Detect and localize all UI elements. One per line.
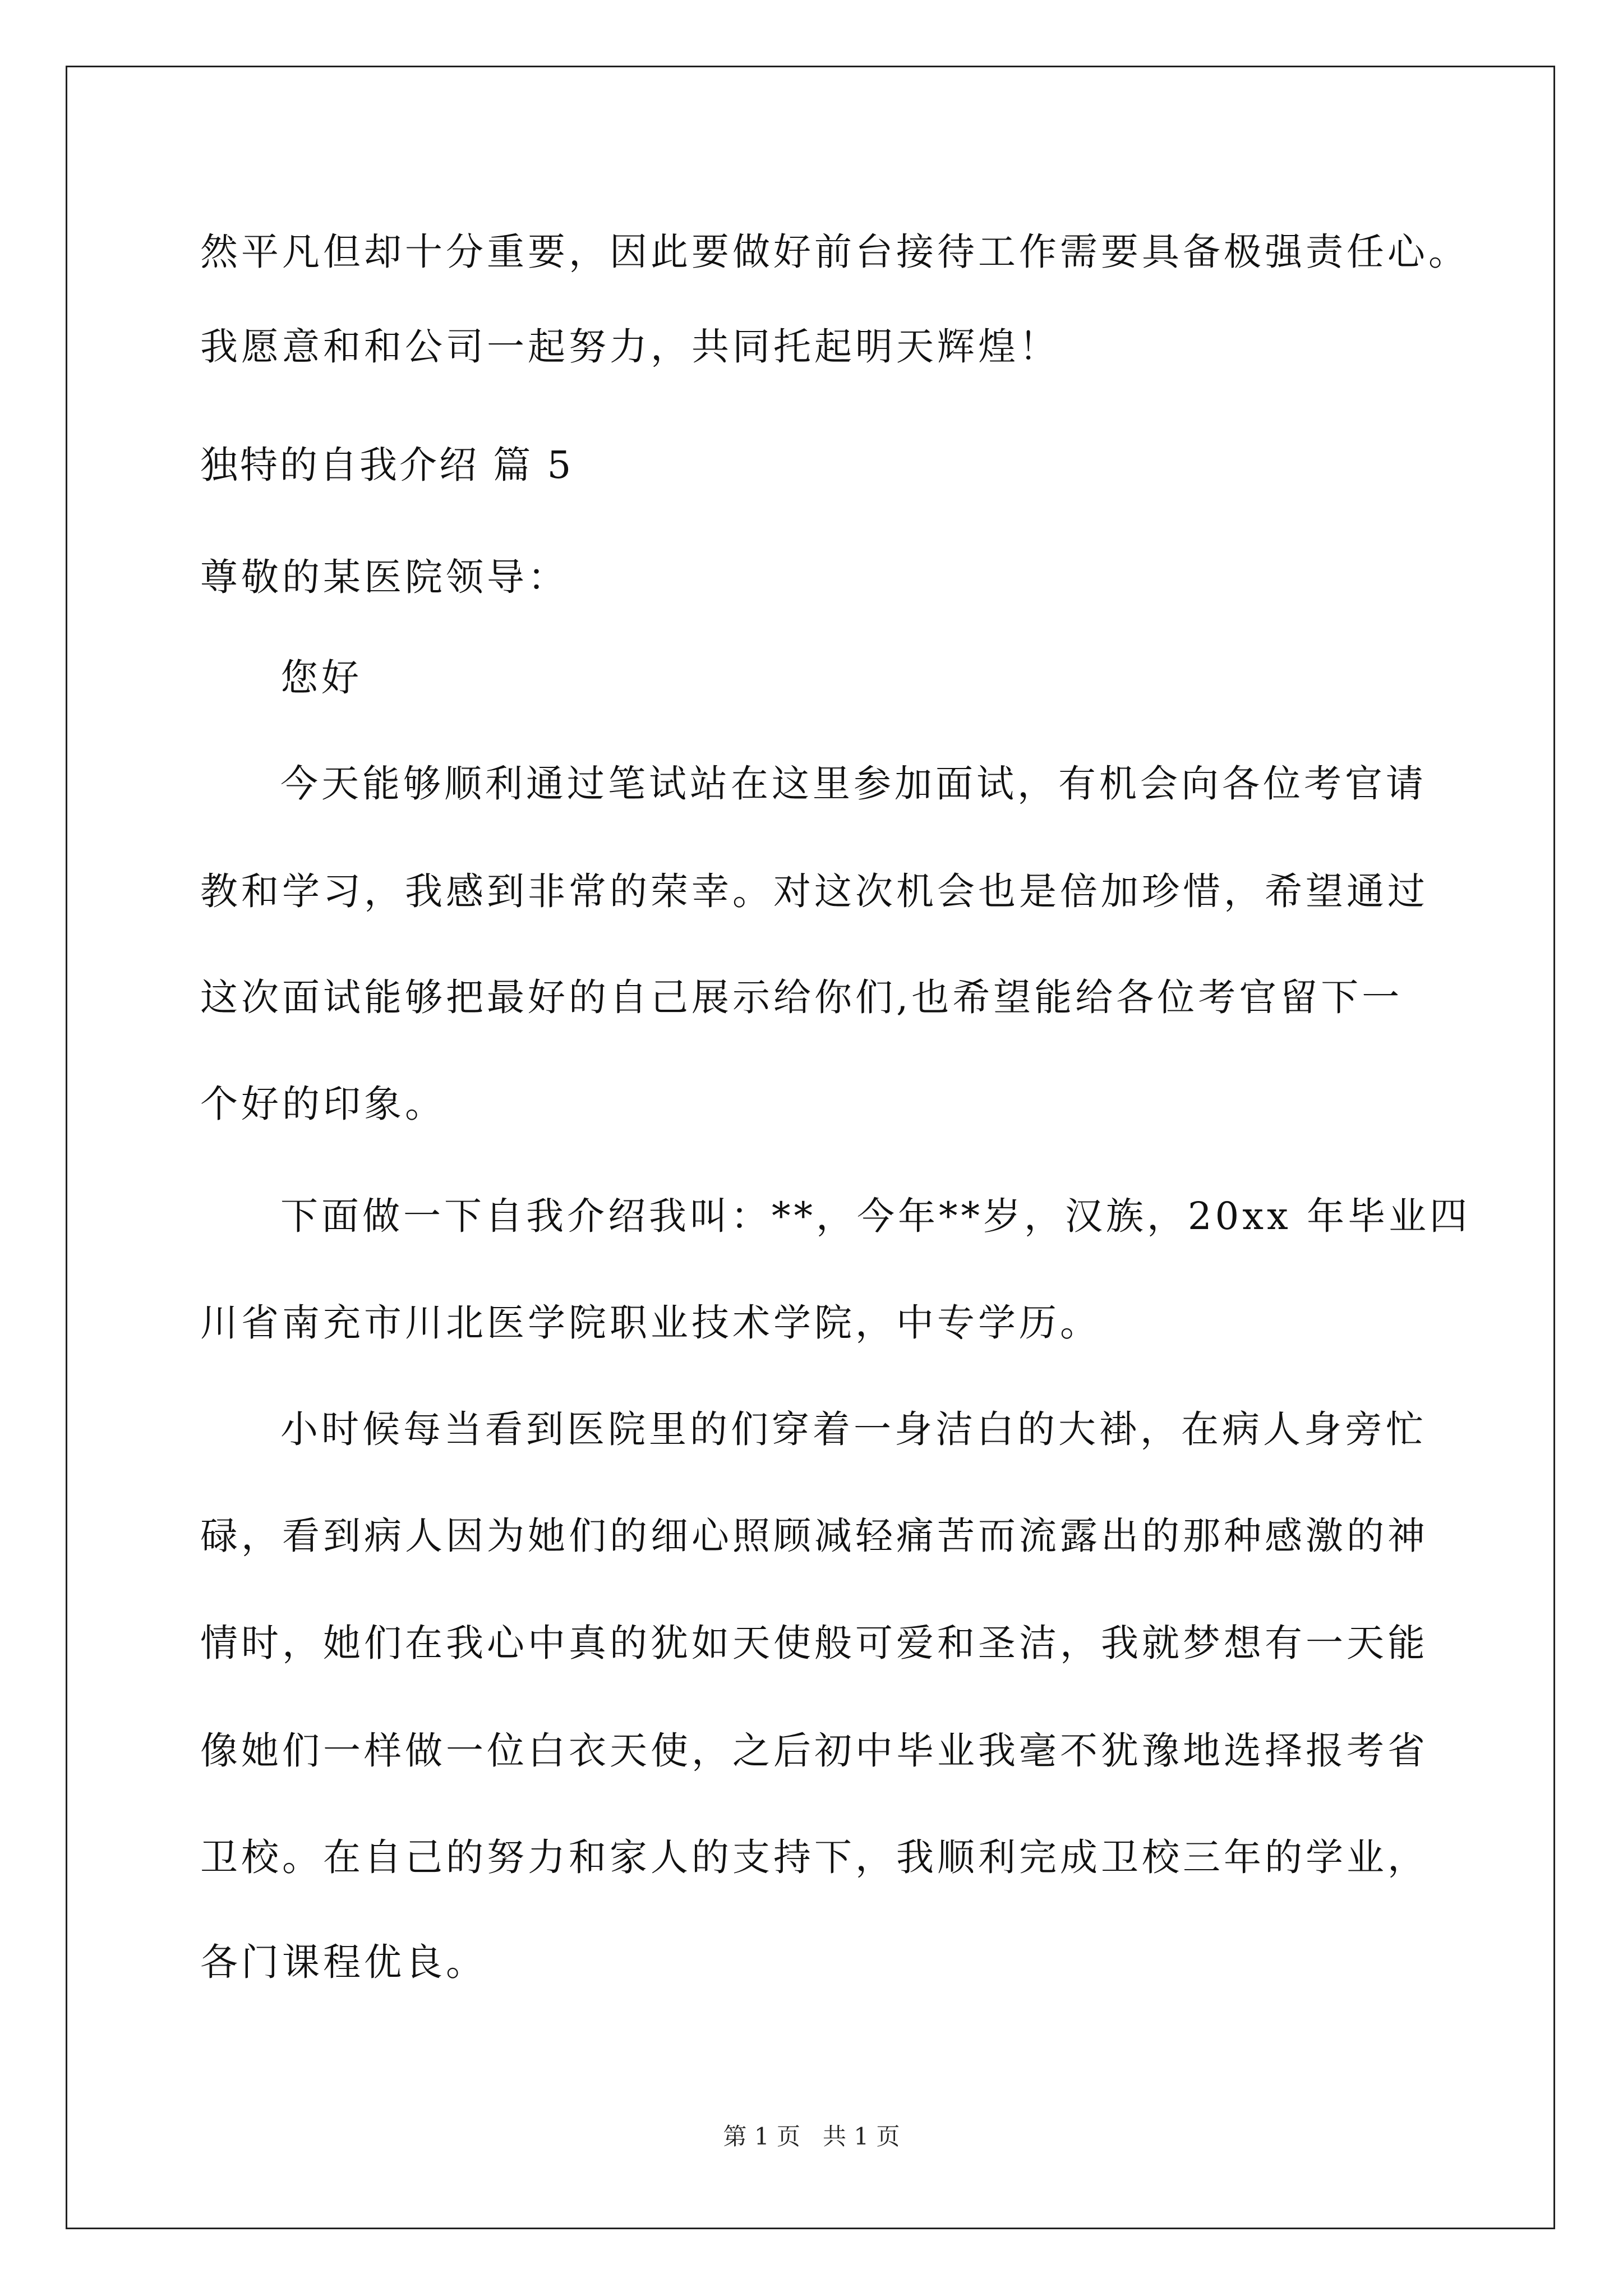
paragraph-line-3: 今天能够顺利通过笔试站在这里参加面试，有机会向各位考官请 (280, 762, 1427, 806)
paragraph-line-7: 下面做一下自我介绍我叫：**，今年**岁，汉族，20xx 年毕业四 (280, 1194, 1471, 1238)
paragraph-line-5: 这次面试能够把最好的自己展示给你们,也希望能给各位考官留下一 (200, 976, 1403, 1019)
paragraph-line-11: 情时，她们在我心中真的犹如天使般可爱和圣洁，我就梦想有一天能 (200, 1621, 1428, 1665)
page-border (66, 66, 1555, 2229)
page-footer: 第 1 页 共 1 页 (723, 2123, 900, 2150)
section-heading: 独特的自我介绍 篇 5 (200, 443, 574, 487)
paragraph-line-12: 像她们一样做一位白衣天使，之后初中毕业我毫不犹豫地选择报考省 (200, 1729, 1428, 1773)
paragraph-line-2: 我愿意和和公司一起努力，共同托起明天辉煌！ (200, 325, 1060, 369)
paragraph-line-9: 小时候每当看到医院里的们穿着一身洁白的大褂，在病人身旁忙 (280, 1407, 1427, 1451)
paragraph-line-10: 碌，看到病人因为她们的细心照顾减轻痛苦而流露出的那种感激的神 (200, 1514, 1428, 1558)
salutation: 尊敬的某医院领导： (200, 555, 569, 599)
paragraph-line-13: 卫校。在自己的努力和家人的支持下，我顺利完成卫校三年的学业， (200, 1835, 1428, 1879)
paragraph-line-14: 各门课程优良。 (200, 1940, 487, 1984)
paragraph-line-8: 川省南充市川北医学院职业技术学院，中专学历。 (200, 1301, 1101, 1345)
greeting: 您好 (280, 656, 362, 700)
paragraph-line-1: 然平凡但却十分重要，因此要做好前台接待工作需要具备极强责任心。 (200, 230, 1469, 274)
paragraph-line-6: 个好的印象。 (200, 1082, 446, 1126)
paragraph-line-4: 教和学习，我感到非常的荣幸。对这次机会也是倍加珍惜，希望通过 (200, 869, 1428, 913)
